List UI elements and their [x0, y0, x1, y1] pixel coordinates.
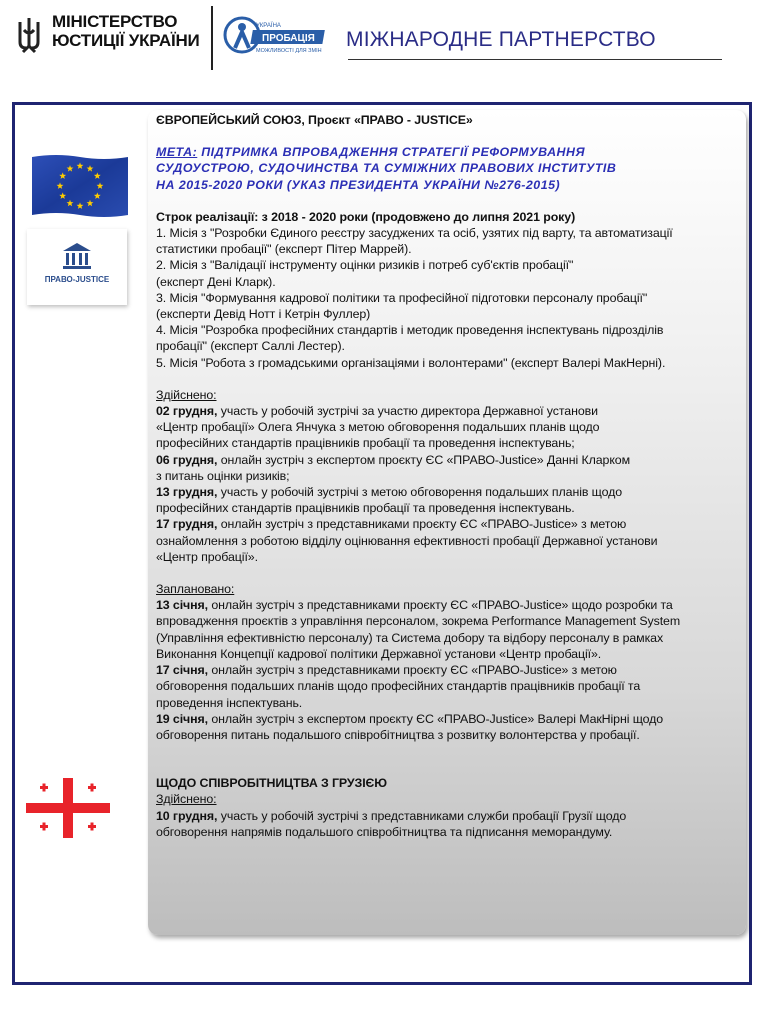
mission-item [156, 257, 744, 289]
planned-list [156, 597, 744, 743]
page-header [0, 0, 768, 80]
event-line [156, 646, 744, 662]
event-date: 19 січня, [156, 711, 209, 726]
event-text: обговорення напрямів подальшого співробітництва та підписання меморандуму. [156, 824, 613, 839]
probation-logo [222, 12, 332, 58]
event-line [156, 549, 744, 565]
event-date: 13 грудня, [156, 485, 218, 500]
event-text: «Центр пробації». [156, 549, 258, 564]
georgia-flag-icon [26, 778, 110, 838]
event-item [156, 452, 744, 484]
event-text: онлайн зустріч з експертом проєкту ЄС «ПРАВО-Justice» Данні Кларком [217, 452, 630, 467]
probation-logo-word: ПРОБАЦІЯ [262, 33, 315, 44]
event-line [156, 630, 744, 646]
georgia-done-label: Здійснено: [156, 792, 217, 807]
event-item [156, 484, 744, 516]
event-text: проведення інспектувань. [156, 695, 303, 710]
ministry-name [52, 12, 200, 50]
event-line [156, 824, 744, 840]
event-line [156, 516, 744, 532]
title-underline [348, 59, 722, 60]
goal-line-3: НА 2015-2020 РОКИ (УКАЗ ПРЕЗИДЕНТА УКРАЇНИ №276-2015) [156, 177, 561, 192]
mission-item [156, 290, 744, 322]
pravo-justice-building-icon [61, 241, 93, 271]
event-text: онлайн зустріч з представниками проєкту ЄС «ПРАВО-Justice» з метою [217, 517, 627, 532]
missions-list [156, 225, 744, 371]
probation-logo-line3: МОЖЛИВОСТІ ДЛЯ ЗМІН [256, 48, 322, 54]
event-text: «Центр пробації» Олега Янчука з метою обговорення подальших планів щодо [156, 420, 600, 435]
eu-goal [156, 144, 744, 193]
ministry-line-1: МІНІСТЕРСТВО [52, 12, 178, 31]
event-date: 06 грудня, [156, 452, 218, 467]
mission-item [156, 355, 744, 371]
eu-flag-icon [32, 153, 128, 219]
done-list [156, 403, 744, 565]
mission-line: (експерт Дені Кларк). [156, 274, 276, 289]
mission-item [156, 322, 744, 354]
event-text: професійних стандартів працівників пробації та проведення інспектувань. [156, 501, 575, 516]
event-text: участь у робочій зустрічі з представниками служби пробації Грузії щодо [217, 808, 627, 823]
mission-line: 1. Місія з "Розробки Єдиного реєстру засуджених та осіб, узятих під варту, та автоматизації [156, 226, 673, 241]
page-title: МІЖНАРОДНЕ ПАРТНЕРСТВО [346, 28, 656, 51]
event-line [156, 403, 744, 419]
event-line [156, 808, 744, 824]
event-text: Виконання Концепції кадрової політики Державної установи «Центр пробації». [156, 646, 602, 661]
event-line [156, 727, 744, 743]
event-text: участь у робочій зустрічі з метою обговорення подальших планів щодо [217, 485, 623, 500]
ministry-line-2: ЮСТИЦІЇ УКРАЇНИ [52, 31, 200, 50]
event-text: впровадження проєктів з управління персоналом, зокрема Performance Management System [156, 614, 681, 629]
trident-icon [16, 16, 42, 56]
event-text: обговорення питань подальшого співробітництва з розвитку волонтерства у пробації. [156, 727, 640, 742]
event-line [156, 662, 744, 678]
pravo-justice-logo [27, 229, 127, 305]
event-date: 10 грудня, [156, 808, 218, 823]
mission-item [156, 225, 744, 257]
mission-line: 2. Місія з "Валідації інструменту оцінки ризиків і потреб суб'єктів пробації" [156, 258, 574, 273]
eu-done-label: Здійснено: [156, 387, 217, 402]
content-text [156, 112, 744, 840]
event-item [156, 711, 744, 743]
event-text: онлайн зустріч з експертом проєкту ЄС «ПРАВО-Justice» Валері МакНірні щодо [208, 711, 664, 726]
mission-line: статистики пробації" (експерт Пітер Маррей). [156, 242, 412, 257]
probation-logo-line1: УКРАЇНА [256, 23, 281, 29]
event-line [156, 468, 744, 484]
goal-label: МЕТА: [156, 145, 198, 160]
event-text: онлайн зустріч з представниками проєкту ЄС «ПРАВО-Justice» щодо розробки та [208, 598, 673, 613]
mission-line: (експерти Девід Нотт і Кетрін Фуллер) [156, 307, 371, 322]
event-line [156, 711, 744, 727]
event-line [156, 597, 744, 613]
goal-line-1: ПІДТРИМКА ВПРОВАДЖЕННЯ СТРАТЕГІЇ РЕФОРМУВАННЯ [201, 145, 585, 160]
event-line [156, 500, 744, 516]
event-item [156, 597, 744, 662]
event-date: 17 січня, [156, 663, 209, 678]
eu-term: Строк реалізації: з 2018 - 2020 роки (продовжено до липня 2021 року) [156, 209, 576, 224]
goal-line-2: СУДОУСТРОЮ, СУДОЧИНСТВА ТА СУМІЖНИХ ПРАВОВИХ ІНСТИТУТІВ [156, 161, 617, 176]
mission-line: 4. Місія "Розробка професійних стандартів і методик проведення інспектувань підрозділів [156, 323, 664, 338]
event-text: професійних стандартів працівників пробації та проведення інспектувань; [156, 436, 575, 451]
eu-planned-label: Заплановано: [156, 582, 235, 597]
event-line [156, 435, 744, 451]
event-item [156, 403, 744, 452]
event-text: (Управління ефективністю персоналу) та Система добору та відбору персоналу в рамках [156, 630, 664, 645]
event-line [156, 419, 744, 435]
event-text: ознайомлення з роботою відділу оцінювання ефективності пробації Державної установи [156, 533, 658, 548]
event-line [156, 484, 744, 500]
event-line [156, 533, 744, 549]
event-date: 02 грудня, [156, 404, 218, 419]
mission-line: 5. Місія "Робота з громадськими організаціями і волонтерами" (експерт Валері МакНерні). [156, 355, 666, 370]
georgia-heading: ЩОДО СПІВРОБІТНИЦТВА З ГРУЗІЄЮ [156, 776, 387, 791]
event-date: 17 грудня, [156, 517, 218, 532]
event-line [156, 695, 744, 711]
event-line [156, 452, 744, 468]
event-line [156, 613, 744, 629]
pravo-justice-label: ПРАВО-JUSTICE [44, 275, 110, 284]
event-text: онлайн зустріч з представниками проєкту ЄС «ПРАВО-Justice» з метою [208, 663, 617, 678]
event-item [156, 662, 744, 711]
event-text: участь у робочій зустрічі за участю директора Державної установи [217, 404, 598, 419]
georgia-done-list [156, 808, 744, 840]
event-text: обговорення подальших планів щодо професійних стандартів працівників пробації та [156, 679, 641, 694]
mission-line: 3. Місія "Формування кадрової політики та професійної підготовки персоналу пробації" [156, 290, 648, 305]
mission-line: пробації" (експерт Саллі Лестер). [156, 339, 345, 354]
event-text: з питань оцінки ризиків; [156, 468, 290, 483]
event-date: 13 січня, [156, 598, 209, 613]
eu-heading: ЄВРОПЕЙСЬКИЙ СОЮЗ, Проєкт «ПРАВО - JUSTICE» [156, 113, 473, 127]
header-divider [211, 6, 213, 70]
event-item [156, 516, 744, 565]
event-line [156, 678, 744, 694]
